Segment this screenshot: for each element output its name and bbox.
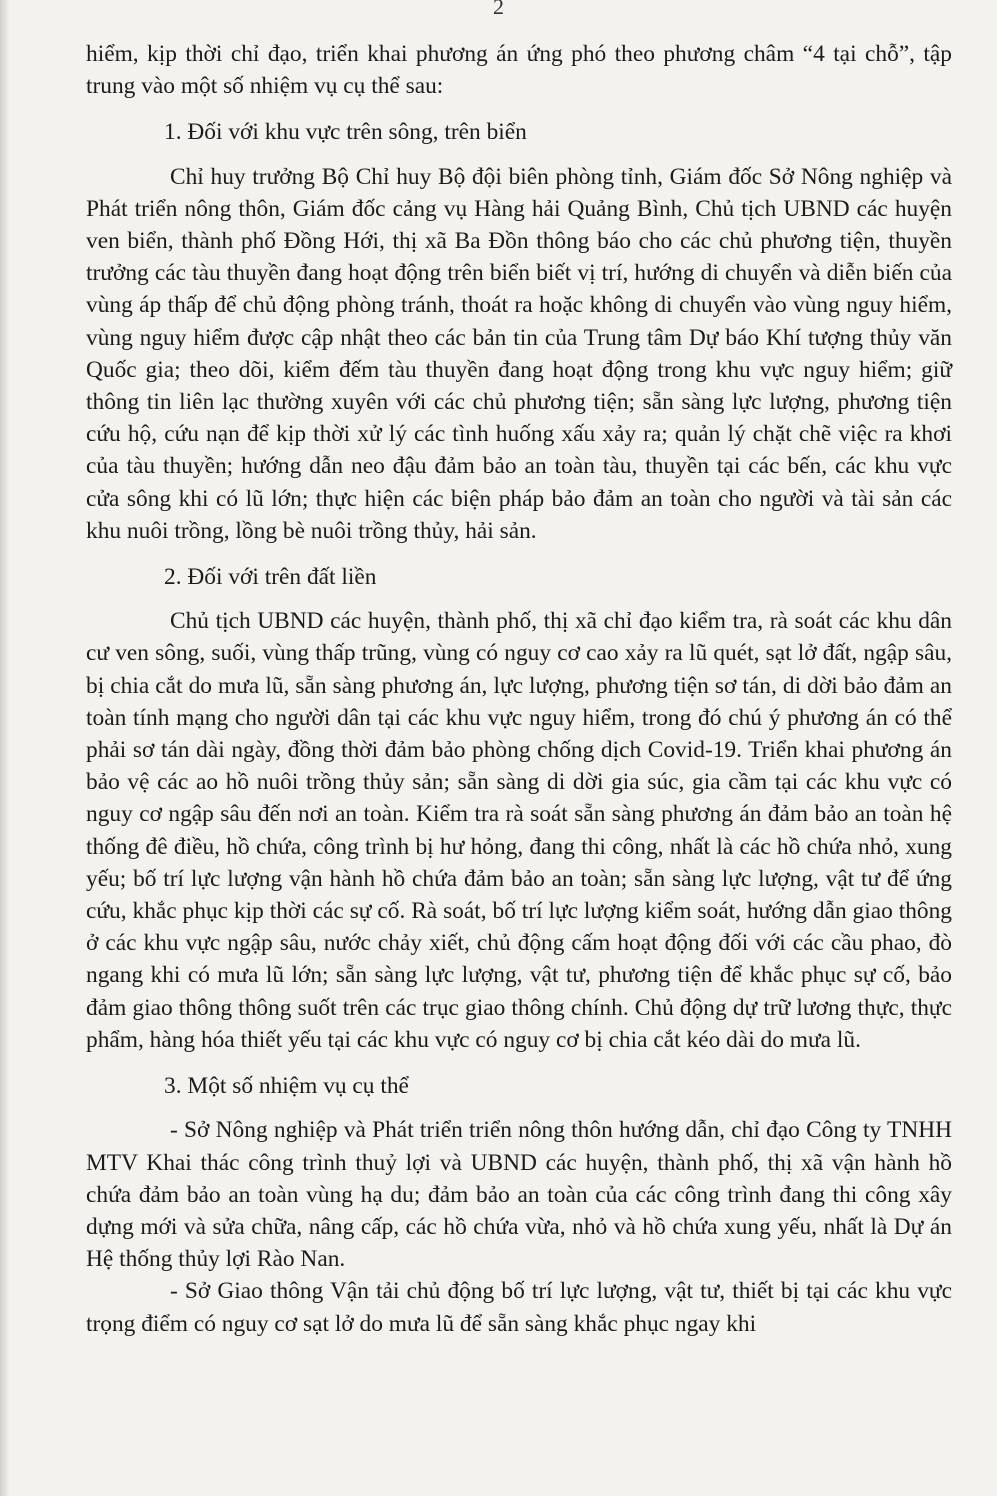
section-heading-1: 1. Đối với khu vực trên sông, trên biển	[164, 119, 527, 146]
section-heading-2: 2. Đối với trên đất liền	[164, 564, 377, 591]
paragraph-mainland: Chủ tịch UBND các huyện, thành phố, thị xã chỉ đạo kiểm tra, rà soát các khu dân cư ven sông, suối, vùng thấp trũng, vùng có nguy cơ cao xảy ra lũ quét, sạt lở đất, ngập sâu, bị chia cắt do mưa lũ, sẵn sàng phương án, lực lượng, phương tiện sơ tán, di dời bảo đảm an toàn tính mạng cho người dân tại các khu vực nguy hiểm, trong đó chú ý phương án có thể phải sơ tán dài ngày, đồng thời đảm bảo phòng chống dịch Covid-19. Triển khai phương án bảo vệ các ao hồ nuôi trồng thủy sản; sẵn sàng di dời gia súc, gia cầm tại các khu vực có nguy cơ ngập sâu đến nơi an toàn. Kiểm tra rà soát sẵn sàng phương án đảm bảo an toàn hệ thống đê điều, hồ chứa, công trình bị hư hỏng, đang thi công, nhất là các hồ chứa nhỏ, xung yếu; bố trí lực lượng vận hành hồ chứa đảm bảo an toàn; sẵn sàng lực lượng, vật tư để ứng cứu, khắc phục kịp thời các sự cố. Rà soát, bố trí lực lượng kiểm soát, hướng dẫn giao thông ở các khu vực ngập sâu, nước chảy xiết, chủ động cấm hoạt động đối với các cầu phao, đò ngang khi có mưa lũ lớn; sẵn sàng lực lượng, vật tư, phương tiện để khắc phục sự cố, bảo đảm giao thông thông suốt trên các trục giao thông chính. Chủ động dự trữ lương thực, thực phẩm, hàng hóa thiết yếu tại các khu vực có nguy cơ bị chia cắt kéo dài do mưa lũ.	[86, 608, 952, 1053]
paragraph-agriculture-dept: - Sở Nông nghiệp và Phát triển triển nông thôn hướng dẫn, chỉ đạo Công ty TNHH MTV Khai thác công trình thuỷ lợi và UBND các huyện, thành phố, thị xã vận hành hồ chứa đảm bảo an toàn vùng hạ du; đảm bảo an toàn của các công trình đang thi công xây dựng mới và sửa chữa, nâng cấp, các hồ chứa vừa, nhỏ và hồ chứa xung yếu, nhất là Dự án Hệ thống thủy lợi Rào Nan.	[86, 1117, 952, 1273]
paragraph-continuation: hiểm, kịp thời chỉ đạo, triển khai phương án ứng phó theo phương châm “4 tại chỗ”, tập trung vào một số nhiệm vụ cụ thể sau:	[86, 41, 952, 100]
section-heading-3: 3. Một số nhiệm vụ cụ thể	[164, 1073, 409, 1100]
paragraph-transport-dept: - Sở Giao thông Vận tải chủ động bố trí lực lượng, vật tư, thiết bị tại các khu vực trọng điểm có nguy cơ sạt lở do mưa lũ để sẵn sàng khắc phục ngay khi	[86, 1278, 952, 1337]
scan-edge-shadow	[0, 0, 10, 1496]
paragraph-sea-area: Chỉ huy trưởng Bộ Chỉ huy Bộ đội biên phòng tỉnh, Giám đốc Sở Nông nghiệp và Phát triển nông thôn, Giám đốc cảng vụ Hàng hải Quảng Bình, Chủ tịch UBND các huyện ven biển, thành phố Đồng Hới, thị xã Ba Đồn thông báo cho các chủ phương tiện, thuyền trưởng các tàu thuyền đang hoạt động trên biển biết vị trí, hướng di chuyển và diễn biến của vùng áp thấp để chủ động phòng tránh, thoát ra hoặc không di chuyển vào vùng nguy hiểm, vùng nguy hiểm được cập nhật theo các bản tin của Trung tâm Dự báo Khí tượng thủy văn Quốc gia; theo dõi, kiểm đếm tàu thuyền đang hoạt động trong khu vực nguy hiểm; giữ thông tin liên lạc thường xuyên với các chủ phương tiện; sẵn sàng lực lượng, phương tiện cứu hộ, cứu nạn để kịp thời xử lý các tình huống xấu xảy ra; quản lý chặt chẽ việc ra khơi của tàu thuyền; hướng dẫn neo đậu đảm bảo an toàn tàu, thuyền tại các bến, các khu vực cửa sông khi có lũ lớn; thực hiện các biện pháp bảo đảm an toàn cho người và tài sản các khu nuôi trồng, lồng bè nuôi trồng thủy, hải sản.	[86, 163, 952, 544]
page-number: 2	[493, 0, 504, 19]
document-body	[86, 38, 952, 1340]
